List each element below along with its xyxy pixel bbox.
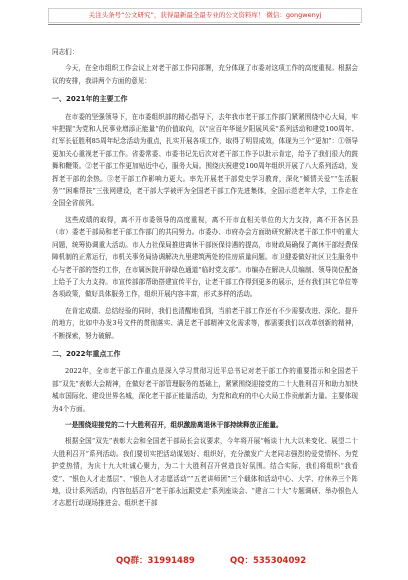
header-rule xyxy=(48,24,360,25)
qq-group-text: QQ群：31991489 xyxy=(116,556,195,566)
section1-paragraph-2: 这些成绩的取得，离不开市委领导的高度重视，离不开市直相关单位的大力支持，离不开各区县（市）委老干部局和老干部工作部门的共同努力。市委办、市府办会方面助研究解决老干部工作中的重大问题，统筹协调重大活动。市人力社保局推进离休干部医保待遇的提高，市财政局确保了离休干部经费保障机制的正常运行，市机关事务局协调解决九里建筑两处的住房质量问题。市卫健委做好社区卫生服务中心与老干部的签约工作，在市属医院开辟绿色通道“临时党支部”。市编办在解决人员编制、领导岗位配备上给予了大力支持。市宣传部部帮助搭建宣传平台，让老干部工作得到更多的展示，还有我们其它单位等各项政策，做好具体服务工作，组织开展内容丰富，形式多样的活动。 xyxy=(52,215,358,299)
section1-paragraph-1: 在市委的坚强领导下，在市委组织部的精心指导下，去年我市老干部工作部门紧紧围绕中心大局，牢牢把握“为党和人民事业增添正能量”的价值取向，以“应百年华诞夕阳展风采”系列活动和建党100周年、红军长征胜利85周年纪念活动为重点，扎实开展各项工作，取得了明显成效，体现为三个“更加”：①领导更加关心重视老干部工作。省委常委、市委书记先后次对老干部工作予以批示肯定，给予了我们很大的鼓舞和鞭策。②老干部工作更加贴近中心，服务大局。围绕庆祝建党100周年组织开展了八大系列活动，发挥老干部的余热。③老干部工作影响力更大。率先开展老干部党史学习教育，深化“倾情关爱”“生活服务”“困难帮扶”三张网建设，老干部大学被评为全国老干部工作先进集体，全国示范老年大学，工作走在全国全省前列。 xyxy=(52,112,358,208)
salutation: 同志们： xyxy=(52,48,79,56)
qq-number-text: QQ：535304092 xyxy=(230,556,307,566)
header-banner: 关注头条号“公文研究”，获得最新最全最专业的公文资料库！ 微信：gongwenyj xyxy=(48,8,362,23)
footer-contact xyxy=(48,554,360,568)
section2-paragraph-2: 根据全国“双先”表彰大会和全国老干部局长会议要求，今年将开展“畅谈十九大以来变化、展望二十大胜利召开”系列活动。我们要切实把活动谋划好、组织好，充分激发广大老同志强烈的爱党情怀、为党护党热情，为庆十九大吐诚心聚力，为二十大胜利召开营造良好氛围。结合实际，我们将组织“我看党”、“银色人才走基层”、“银色人才志愿活动”“五老讲师团”三个载体和活动中心、大学、疗休养三个阵地，设计系列活动，内容包括召开“老干部永远跟党走”系列座谈会、“建言二十大”专题调研、举办银色人才志愿行动现场推进会、组织老干部 xyxy=(52,437,358,508)
section-heading-1: 一、2021年的主要工作 xyxy=(52,95,128,104)
section2-lead: 一是围绕迎接党的二十大胜利召开，组织激励离退休干部持续释放正能量。 xyxy=(65,420,283,429)
section1-paragraph-3: 在肯定成绩、总结经验的同时，我们也清醒地看到，当前老干部工作还有不少需要改进、深化、提升的地方，比如中办发3号文件的贯彻落实、满足老干部精神文化需求等，都需要我们以改革创新的精神，不断探索，努力破解。 xyxy=(52,306,358,340)
section2-paragraph-1: 2022年，全市老干部工作重点是深入学习贯彻习近平总书记对老干部工作的重要指示和全国老干部“双先”表彰大会精神，在做好老干部管理服务的基础上，紧紧围绕迎接党的二十大胜利召开和助力加快城市国际化、建设世界名城，深化老干部正能量活动，为党和政府的中心大局工作贡献新力量。主要体现为4个方面。 xyxy=(52,367,358,413)
intro-paragraph: 今天，在全市组织工作会议上对老干部工作同部署，充分体现了市委对这项工作的高度重视。根据会议的安排，我讲两个方面的意见： xyxy=(52,64,358,85)
section-heading-2: 二、2022年重点工作 xyxy=(52,349,121,358)
document-body xyxy=(52,46,358,514)
